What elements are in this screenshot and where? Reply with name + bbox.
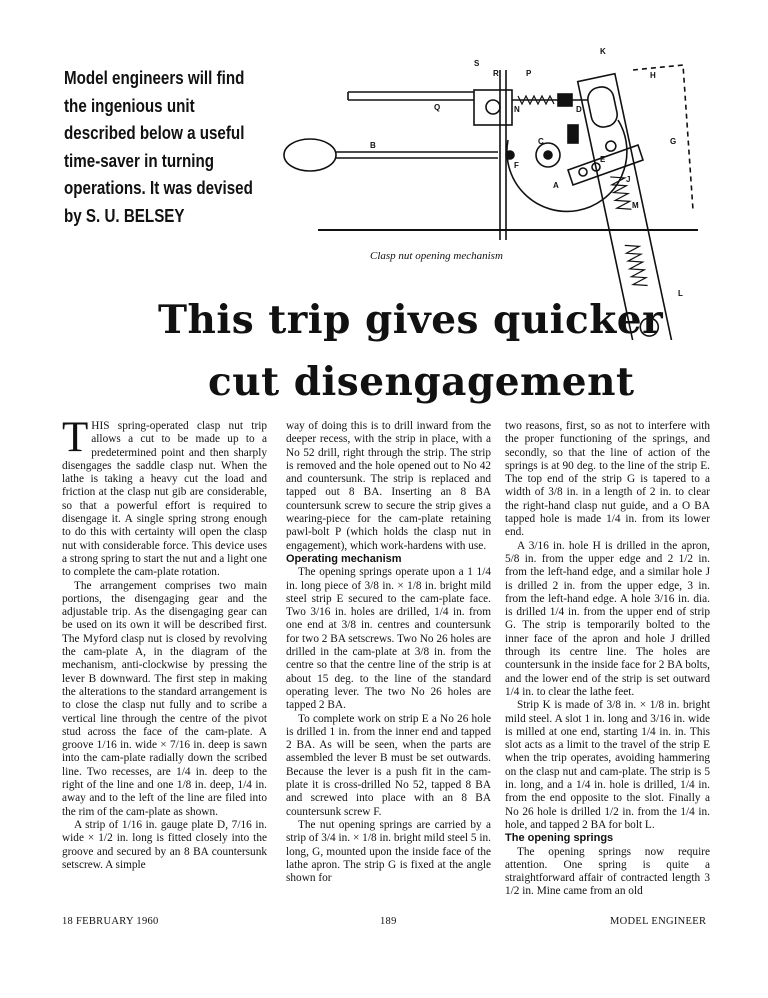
label-g: G: [670, 137, 677, 146]
label-m: M: [632, 201, 639, 210]
intro-line: time-saver in turning: [64, 149, 215, 171]
article-title-line2: cut disengagement: [208, 359, 635, 405]
section-heading: The opening springs: [505, 832, 614, 845]
intro-line: by S. U. BELSEY: [64, 204, 185, 226]
cam-plate-a: [507, 120, 627, 211]
text-column-3: [505, 420, 710, 899]
intro-blurb: [64, 64, 269, 229]
paragraph: A strip of 1/16 in. gauge plate D, 7/16 in. wide × 1/2 in. long is fitted closely into the groove and secured by an 8 BA countersunk setscrew. A simple: [62, 818, 267, 871]
label-h: H: [650, 71, 656, 80]
text-column-1: [62, 414, 267, 872]
paragraph: The arrangement comprises two main portions, the disengaging gear and the adjustable trip. As the disengaging gear can be used on its own it will be described first. The Myford clasp nut is closed by revolving the cam-plate A, in the diagram of the mechanism, anti-clockwise by pressing the lever B downward. The first step in making the alterations to the standard arrangement is to close the clasp nut fully and to scribe a vertical line through the centre of the pivot stud across the face of the cam-plate. A groove 1/16 in. wide × 7/16 in. deep is sawn into the cam-plate radially down the scribed line. Two recesses, are 1/4 in. deep to the right of the line and one 1/8 in. deep, 1/4 in. away and to the left of the line are filed into the rim of the cam-plate as shown.: [62, 579, 267, 818]
paragraph: two reasons, first, so as not to interfere with the proper functioning of the springs, and secondly, so that the line of action of the springs is at 90 deg. to the line of the strip E. The top end of the strip G is tapered to a width of 3/8 in. in a length of 2 in. to clear the right-hand clasp nut guide, and a O BA tapped hole is made 1/4 in. from its lower end.: [505, 420, 710, 539]
issue-date: 18 FEBRUARY 1960: [62, 916, 159, 927]
label-p: P: [526, 69, 532, 78]
paragraph: A 3/16 in. hole H is drilled in the apron, 5/8 in. from the upper edge and 2 1/2 in. from the left-hand edge, and a similar hole J is drilled 2 in. from the upper edge, 3 in. from the left-hand edge. A hole 3/16 in. dia. is drilled 1/4 in. from the upper end of strip G. The strip is temporarily bolted to the inner face of the apron and hole J drilled through its centre line. The holes are countersunk in the inside face for 2 BA bolts, and the lower end of the strip is set outward 1/4 in. to clear the lathe feet.: [505, 539, 710, 698]
paragraph: To complete work on strip E a No 26 hole is drilled 1 in. from the inner end and tapped 2 BA. As will be seen, when the parts are assembled the lever B must be set outwards. Because the lever is a push fit in the cam-plate it is cross-drilled No 52, tapped 8 BA and screwed into place with an 8 BA countersunk screw F.: [286, 712, 491, 818]
pawl-spring: [518, 96, 554, 104]
intro-line: operations. It was devised: [64, 177, 253, 198]
label-s: S: [474, 59, 480, 68]
page-number: 189: [380, 916, 397, 927]
slot-k: [586, 85, 620, 130]
paragraph: Strip K is made of 3/8 in. × 1/8 in. bright mild steel. A slot 1 in. long and 3/16 in. wide is milled at one end, starting 1/4 in. in. This slot acts as a limit to the travel of the strip E when the trip operates, avoiding hammering on the clasp nut and cam-plate. The strip is 5 in. long, and a 1/4 in. hole is drilled, 1/4 in. from the end opposite to the slot. Finally a No 26 hole is drilled 1/2 in. from the 1/4 in. hole, and tapped 2 BA for bolt L.: [505, 699, 710, 831]
intro-line: the ingenious unit: [64, 94, 195, 116]
paragraph: The opening springs now require attention. One spring is quite a straightforward affair of contracted length 3 1/2 in. Mine came from an old: [505, 845, 710, 898]
section-heading: Operating mechanism: [286, 552, 402, 565]
article-title-line1: This trip gives quicker: [158, 297, 664, 343]
label-f: F: [514, 161, 519, 170]
label-d: D: [576, 105, 582, 114]
text-column-2: [286, 420, 491, 885]
paragraph: way of doing this is to drill inward from the deeper recess, with the strip in place, with a No 52 drill, right through the strip. The strip is removed and the hole opened out to No 42 and countersunk. The strip is replaced and tapped out 8 BA. Inserting an 8 BA countersunk screw to secure the strip gives a wearing-piece for the cam-plate retaining pawl-bolt P (which holds the clasp nut in engagement), which work-hardens with use.: [286, 420, 491, 552]
label-b: B: [370, 141, 376, 150]
label-k: K: [600, 47, 606, 56]
label-q: Q: [434, 103, 441, 112]
paragraph: THIS spring-operated clasp nut trip allows a cut to be made up to a predetermined point and then sharply disengages the saddle clasp nut. When the lathe is taking a heavy cut the load and friction at the clasp nut gib are considerable, so that a powerful effort is required to disengage it. A single spring strong enough to do this with certainty will open the clasp nut with considerable force. This device uses a strong spring to start the nut and a light one to complete the cam-plate rotation.: [62, 414, 267, 579]
label-j: J: [626, 175, 631, 184]
label-e: E: [600, 155, 606, 164]
screw-f: [506, 151, 514, 159]
label-n: N: [514, 105, 520, 114]
label-r: R: [493, 69, 499, 78]
mechanism-diagram: [278, 40, 728, 340]
spring-m: [625, 242, 648, 288]
label-l: L: [678, 289, 683, 298]
strip-d: [568, 125, 578, 143]
figure-caption: Clasp nut opening mechanism: [370, 250, 503, 262]
intro-line: Model engineers will find: [64, 67, 245, 88]
label-c: C: [538, 137, 544, 146]
magazine-name: MODEL ENGINEER: [610, 916, 707, 927]
lever-handle: [284, 139, 336, 171]
dashed-outline: [633, 65, 693, 210]
paragraph: The opening springs operate upon a 1 1/4 in. long piece of 3/8 in. × 1/8 in. bright mild steel strip E secured to the cam-plate face. Two 3/16 in. holes are drilled, 1/4 in. from one end at 3/8 in. centres and countersunk for two 2 BA setscrews. Two No 26 holes are drilled in the cam-plate at 3/8 in. from the centre so that the centre line of the strip is at about 15 deg. to the line of the standard operating lever. The two No 26 holes are tapped 2 BA.: [286, 566, 491, 712]
drop-cap: T: [62, 414, 89, 461]
intro-line: described below a useful: [64, 122, 245, 143]
label-a: A: [553, 181, 559, 190]
paragraph: The nut opening springs are carried by a strip of 3/4 in. × 1/8 in. bright mild steel 5 in. long, G, mounted upon the inside face of the lathe apron. The strip G is fixed at the angle shown for: [286, 818, 491, 885]
